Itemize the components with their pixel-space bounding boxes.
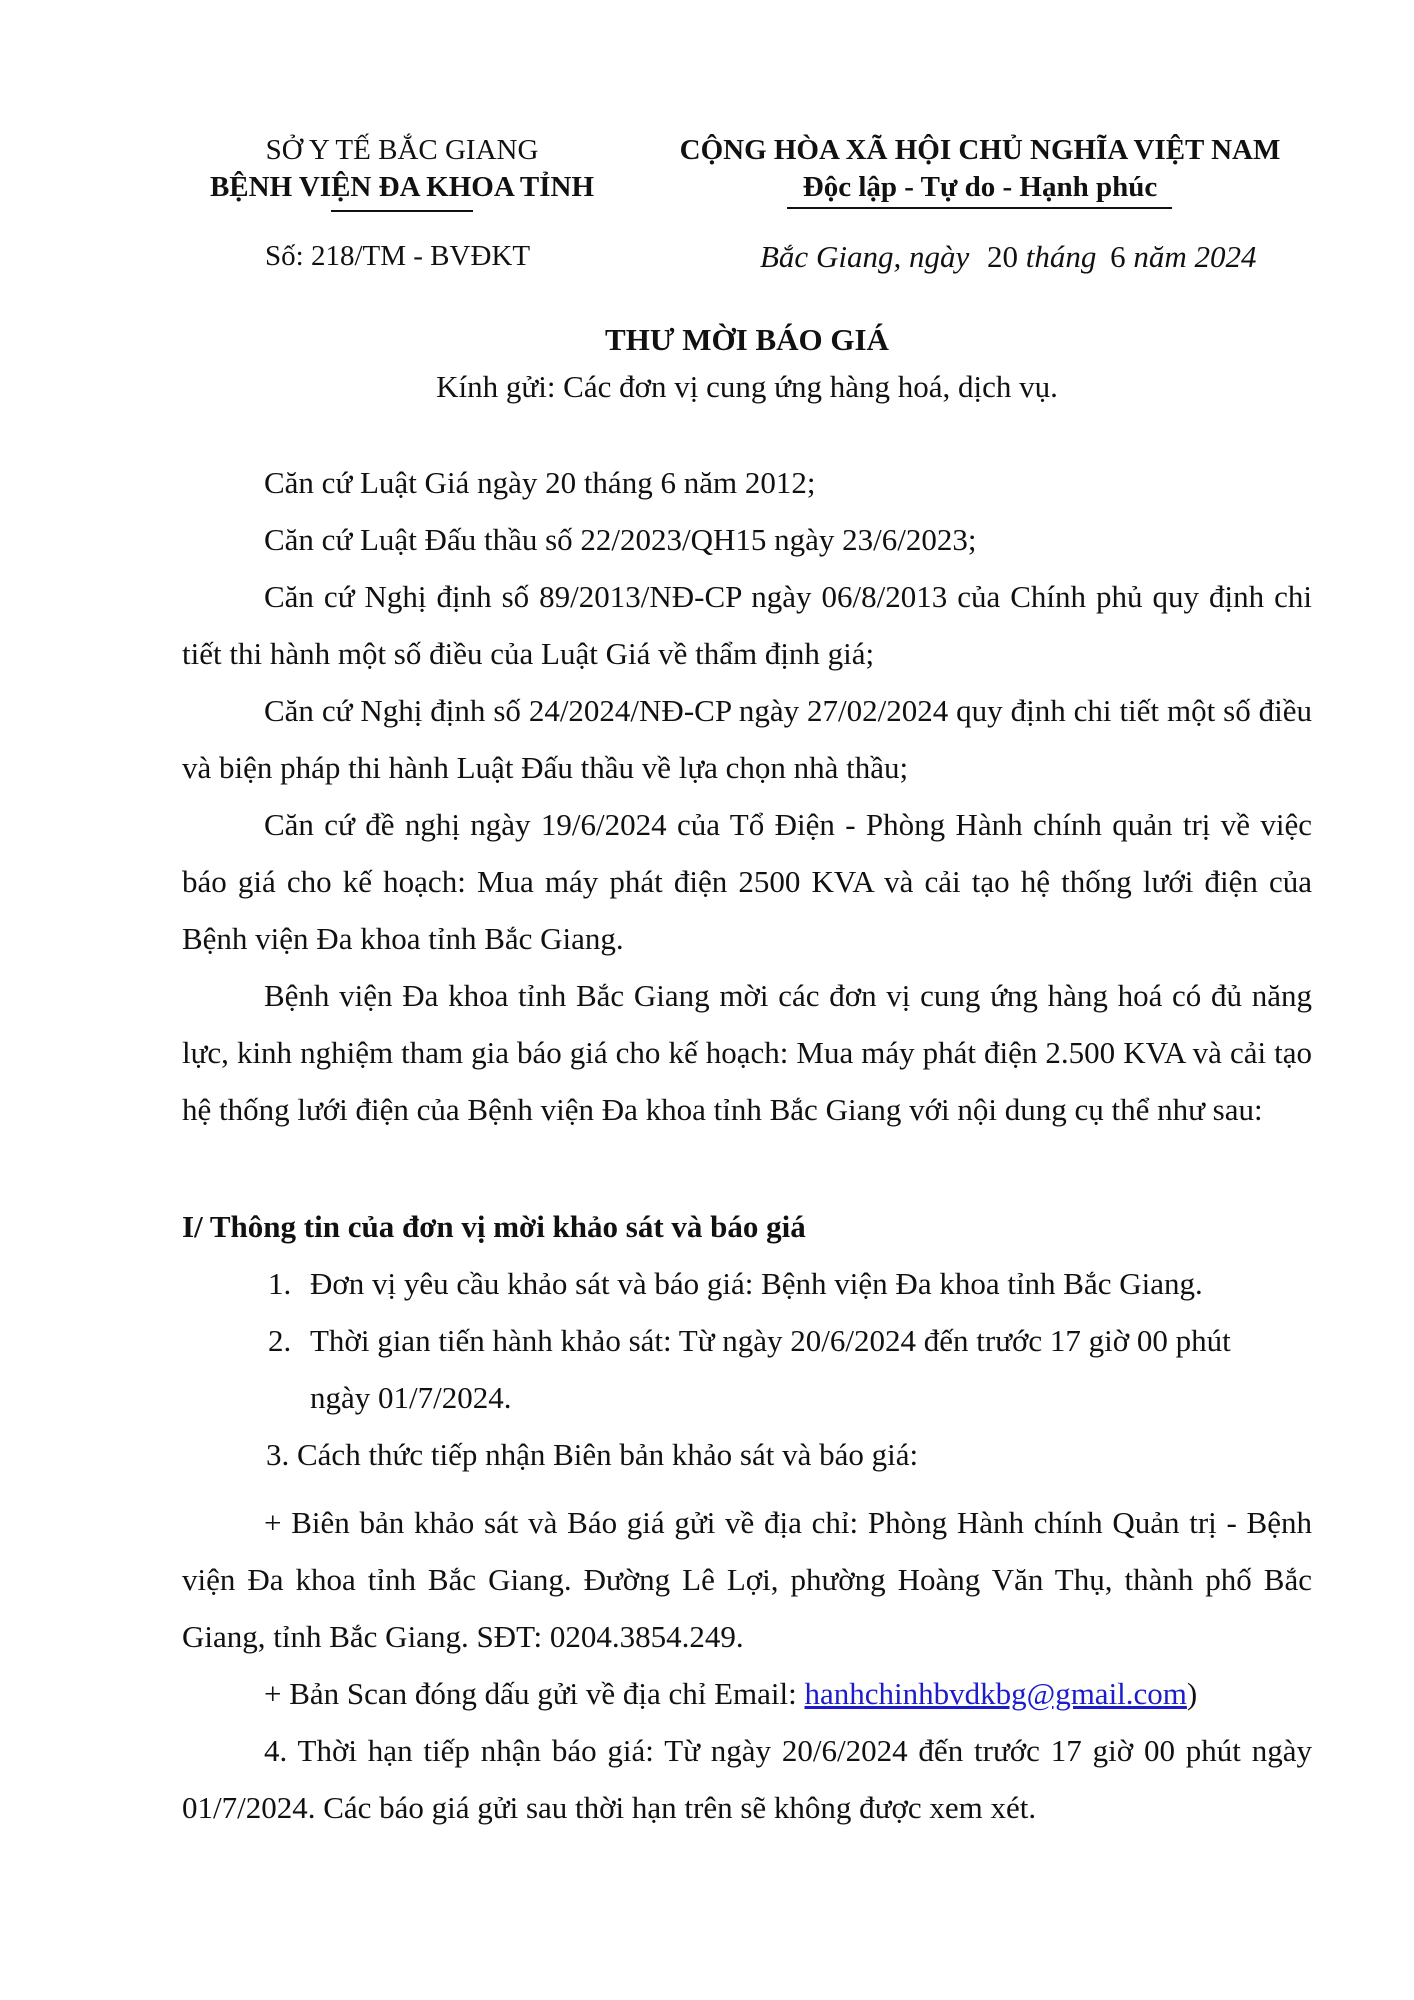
agency-name: BỆNH VIỆN ĐA KHOA TỈNH	[209, 171, 595, 203]
doc-number-value: 218	[310, 240, 355, 272]
document-number	[265, 240, 530, 273]
email-prefix: + Bản Scan đóng dấu gửi về địa chỉ Email:	[264, 1676, 797, 1711]
agency-underline	[331, 210, 473, 212]
date-year: năm 2024	[1133, 239, 1257, 274]
place-date	[760, 239, 1256, 275]
section-1-item-4: 4. Thời hạn tiếp nhận báo giá: Từ ngày 20/6/2024 đến trước 17 giờ 00 phút ngày 01/7/2024. Các báo giá gửi sau thời hạn trên sẽ không được xem xét.	[182, 1733, 1312, 1825]
section-1-item-2-line-1: Thời gian tiến hành khảo sát: Từ ngày 20/6/2024 đến trước 17 giờ 00 phút	[310, 1323, 1231, 1358]
recipient-line: Kính gửi: Các đơn vị cung ứng hàng hoá, dịch vụ.	[436, 369, 1058, 404]
national-motto: Độc lập - Tự do - Hạnh phúc	[802, 171, 1158, 203]
section-1-item-1-number: 1.	[268, 1266, 292, 1301]
legal-basis-5: Căn cứ đề nghị ngày 19/6/2024 của Tổ Điện - Phòng Hành chính quản trị về việc báo giá cho kế hoạch: Mua máy phát điện 2500 KVA và cải tạo hệ thống lưới điện của Bệnh viện Đa khoa tỉnh Bắc Giang.	[182, 807, 1312, 956]
legal-basis-1: Căn cứ Luật Giá ngày 20 tháng 6 năm 2012;	[264, 465, 816, 500]
date-day: 20	[986, 239, 1018, 274]
date-month: 6	[1110, 239, 1126, 274]
document-title: THƯ MỜI BÁO GIÁ	[605, 322, 889, 357]
doc-number-suffix: /TM - BVĐKT	[354, 240, 531, 272]
date-place: Bắc Giang, ngày	[760, 239, 970, 274]
email-link[interactable]: hanhchinhbvdkbg@gmail.com	[804, 1676, 1187, 1711]
motto-underline	[787, 207, 1172, 209]
email-suffix: )	[1186, 1676, 1198, 1711]
section-1-item-3: 3. Cách thức tiếp nhận Biên bản khảo sát và báo giá:	[266, 1437, 919, 1472]
legal-basis-3: Căn cứ Nghị định số 89/2013/NĐ-CP ngày 06/8/2013 của Chính phủ quy định chi tiết thi hành một số điều của Luật Giá về thẩm định giá;	[182, 579, 1312, 671]
section-1-item-2-number: 2.	[268, 1323, 292, 1358]
section-1-heading: I/ Thông tin của đơn vị mời khảo sát và báo giá	[182, 1209, 806, 1244]
email-line	[182, 1665, 1312, 1722]
intro-paragraph: Bệnh viện Đa khoa tỉnh Bắc Giang mời các đơn vị cung ứng hàng hoá có đủ năng lực, kinh nghiệm tham gia báo giá cho kế hoạch: Mua máy phát điện 2.500 KVA và cải tạo hệ thống lưới điện của Bệnh viện Đa khoa tỉnh Bắc Giang với nội dung cụ thể như sau:	[182, 978, 1312, 1127]
section-1-item-2-line-2: ngày 01/7/2024.	[310, 1380, 512, 1415]
submission-address: + Biên bản khảo sát và Báo giá gửi về địa chỉ: Phòng Hành chính Quản trị - Bệnh viện Đa khoa tỉnh Bắc Giang. Đường Lê Lợi, phường Hoàng Văn Thụ, thành phố Bắc Giang, tỉnh Bắc Giang. SĐT: 0204.3854.249.	[182, 1505, 1312, 1654]
legal-basis-2: Căn cứ Luật Đấu thầu số 22/2023/QH15 ngày 23/6/2023;	[264, 522, 977, 557]
section-1-item-1-text: Đơn vị yêu cầu khảo sát và báo giá: Bệnh viện Đa khoa tỉnh Bắc Giang.	[310, 1266, 1203, 1301]
doc-number-prefix: Số:	[265, 240, 304, 272]
national-title: CỘNG HÒA XÃ HỘI CHỦ NGHĨA VIỆT NAM	[679, 134, 1281, 166]
date-month-word: tháng	[1025, 239, 1097, 274]
agency-parent: SỞ Y TẾ BẮC GIANG	[265, 134, 539, 166]
legal-basis-4: Căn cứ Nghị định số 24/2024/NĐ-CP ngày 27/02/2024 quy định chi tiết một số điều và biện pháp thi hành Luật Đấu thầu về lựa chọn nhà thầu;	[182, 693, 1312, 785]
